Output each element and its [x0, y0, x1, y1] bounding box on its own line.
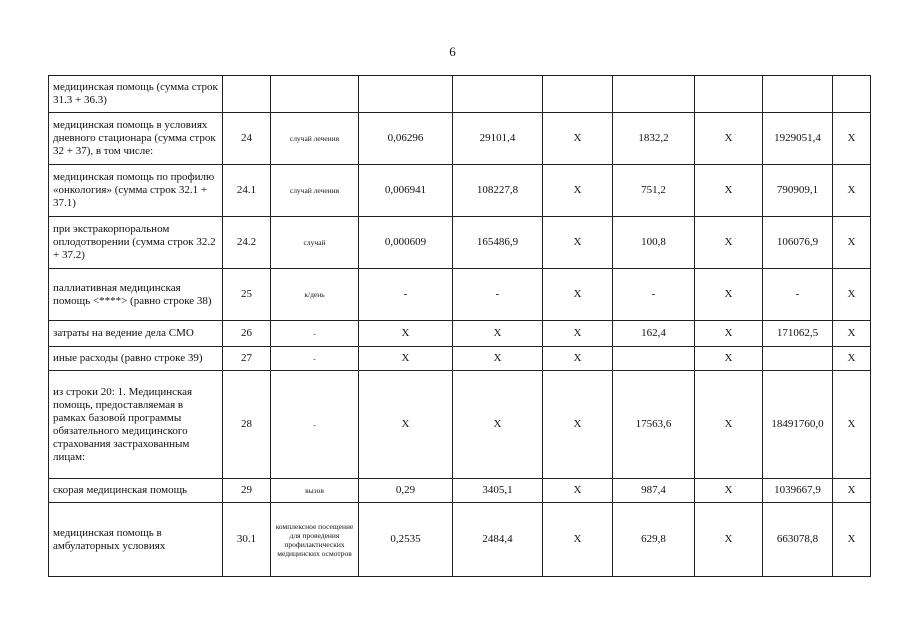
row-number: 30.1	[223, 503, 271, 577]
unit-cell: комплексное посещение для проведения профилактических медицинских осмотров	[271, 503, 359, 577]
row-number: 29	[223, 479, 271, 503]
value-cell: X	[543, 113, 613, 165]
table-row	[49, 269, 871, 321]
value-cell: X	[695, 503, 763, 577]
value-cell: 165486,9	[453, 217, 543, 269]
value-cell: 171062,5	[763, 321, 833, 347]
value-cell	[613, 76, 695, 113]
value-cell: X	[359, 371, 453, 479]
row-name: паллиативная медицинская помощь <****> (равно строке 38)	[49, 269, 223, 321]
value-cell: -	[453, 269, 543, 321]
value-cell: 1929051,4	[763, 113, 833, 165]
value-cell: X	[833, 347, 871, 371]
value-cell: X	[695, 113, 763, 165]
value-cell: 0,2535	[359, 503, 453, 577]
unit-cell	[271, 76, 359, 113]
value-cell: X	[695, 321, 763, 347]
value-cell: X	[543, 503, 613, 577]
value-cell: X	[833, 165, 871, 217]
table-row	[49, 479, 871, 503]
unit-cell: -	[271, 321, 359, 347]
value-cell: 629,8	[613, 503, 695, 577]
value-cell: X	[543, 321, 613, 347]
unit-cell: к/день	[271, 269, 359, 321]
table-row	[49, 347, 871, 371]
value-cell: 0,000609	[359, 217, 453, 269]
value-cell: 751,2	[613, 165, 695, 217]
value-cell: 0,29	[359, 479, 453, 503]
value-cell: X	[359, 347, 453, 371]
table-row	[49, 113, 871, 165]
value-cell: X	[543, 165, 613, 217]
row-name: затраты на ведение дела СМО	[49, 321, 223, 347]
value-cell: X	[833, 269, 871, 321]
row-name: иные расходы (равно строке 39)	[49, 347, 223, 371]
table-row	[49, 503, 871, 577]
unit-cell: вызов	[271, 479, 359, 503]
value-cell: X	[695, 217, 763, 269]
table-row	[49, 217, 871, 269]
value-cell	[695, 76, 763, 113]
value-cell: 0,06296	[359, 113, 453, 165]
value-cell: X	[833, 113, 871, 165]
value-cell: X	[543, 479, 613, 503]
row-number: 26	[223, 321, 271, 347]
value-cell: 18491760,0	[763, 371, 833, 479]
value-cell: 108227,8	[453, 165, 543, 217]
value-cell: X	[543, 269, 613, 321]
value-cell: 1039667,9	[763, 479, 833, 503]
table-row	[49, 165, 871, 217]
row-name: медицинская помощь в амбулаторных условиях	[49, 503, 223, 577]
value-cell	[763, 76, 833, 113]
value-cell: X	[695, 269, 763, 321]
value-cell: X	[695, 347, 763, 371]
page-number: 6	[449, 44, 456, 59]
value-cell	[453, 76, 543, 113]
row-number: 27	[223, 347, 271, 371]
row-number: 24.2	[223, 217, 271, 269]
financing-table	[48, 75, 871, 577]
row-number: 25	[223, 269, 271, 321]
row-number: 24.1	[223, 165, 271, 217]
value-cell: X	[695, 479, 763, 503]
value-cell: 100,8	[613, 217, 695, 269]
value-cell: 790909,1	[763, 165, 833, 217]
value-cell: 987,4	[613, 479, 695, 503]
unit-cell: -	[271, 347, 359, 371]
row-number	[223, 76, 271, 113]
value-cell: X	[543, 371, 613, 479]
value-cell	[543, 76, 613, 113]
row-name: при экстракорпоральном оплодотворении (сумма строк 32.2 + 37.2)	[49, 217, 223, 269]
value-cell: -	[613, 269, 695, 321]
row-name: медицинская помощь в условиях дневного стационара (сумма строк 32 + 37), в том числе:	[49, 113, 223, 165]
row-number: 28	[223, 371, 271, 479]
value-cell: X	[833, 503, 871, 577]
value-cell: X	[453, 371, 543, 479]
value-cell: 162,4	[613, 321, 695, 347]
value-cell	[359, 76, 453, 113]
unit-cell: -	[271, 371, 359, 479]
value-cell: X	[359, 321, 453, 347]
unit-cell: случай лечения	[271, 165, 359, 217]
row-name: медицинская помощь (сумма строк 31.3 + 36.3)	[49, 76, 223, 113]
row-name: скорая медицинская помощь	[49, 479, 223, 503]
value-cell: 3405,1	[453, 479, 543, 503]
row-name: медицинская помощь по профилю «онкология» (сумма строк 32.1 + 37.1)	[49, 165, 223, 217]
value-cell: X	[543, 217, 613, 269]
value-cell: 29101,4	[453, 113, 543, 165]
value-cell	[613, 347, 695, 371]
unit-cell: случай	[271, 217, 359, 269]
unit-cell: случай лечения	[271, 113, 359, 165]
row-number: 24	[223, 113, 271, 165]
value-cell: 106076,9	[763, 217, 833, 269]
value-cell: X	[833, 479, 871, 503]
value-cell: X	[543, 347, 613, 371]
table-row	[49, 371, 871, 479]
table-row	[49, 76, 871, 113]
value-cell: 2484,4	[453, 503, 543, 577]
table-row	[49, 321, 871, 347]
row-name: из строки 20: 1. Медицинская помощь, предоставляемая в рамках базовой программы обязательного медицинского страхования застрахованным лицам:	[49, 371, 223, 479]
value-cell	[763, 347, 833, 371]
value-cell: 663078,8	[763, 503, 833, 577]
value-cell: X	[695, 165, 763, 217]
value-cell: -	[359, 269, 453, 321]
value-cell: 0,006941	[359, 165, 453, 217]
value-cell: X	[453, 321, 543, 347]
value-cell: 17563,6	[613, 371, 695, 479]
value-cell: X	[833, 371, 871, 479]
value-cell: X	[695, 371, 763, 479]
value-cell: X	[833, 217, 871, 269]
value-cell: X	[453, 347, 543, 371]
value-cell	[833, 76, 871, 113]
value-cell: -	[763, 269, 833, 321]
value-cell: 1832,2	[613, 113, 695, 165]
value-cell: X	[833, 321, 871, 347]
